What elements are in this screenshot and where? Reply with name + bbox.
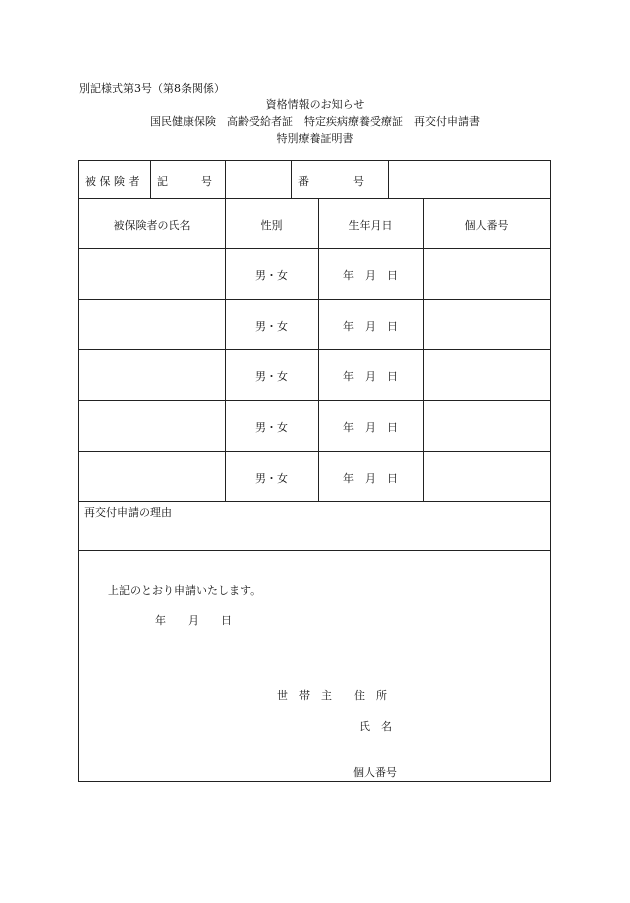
column-header-personal-number: 個人番号 (464, 219, 509, 232)
birthdate-cell[interactable]: 年 月 日 (343, 269, 398, 282)
gender-cell[interactable]: 男・女 (255, 472, 288, 485)
birthdate-cell[interactable]: 年 月 日 (343, 421, 398, 434)
column-header-gender: 性別 (260, 219, 283, 232)
household-head-name-label: 氏 名 (359, 720, 392, 733)
title-line-2: 国民健康保険 高齢受給者証 特定疾病療養受療証 再交付申請書 (150, 115, 480, 128)
row-divider (79, 400, 550, 401)
household-head-address-label: 世 帯 主 住 所 (277, 689, 387, 702)
gender-cell[interactable]: 男・女 (255, 269, 288, 282)
reissue-reason-label: 再交付申請の理由 (84, 506, 172, 519)
declaration-statement: 上記のとおり申請いたします。 (108, 584, 262, 597)
col-divider (388, 161, 389, 198)
column-header-name: 被保険者の氏名 (113, 219, 191, 232)
number-label: 番 号 (298, 175, 364, 188)
row-divider (79, 501, 550, 502)
birthdate-cell[interactable]: 年 月 日 (343, 472, 398, 485)
column-header-birthdate: 生年月日 (348, 219, 393, 232)
gender-cell[interactable]: 男・女 (255, 320, 288, 333)
title-line-3: 特別療養証明書 (276, 132, 354, 145)
insured-label: 被 保 険 者 (85, 175, 140, 188)
row-divider (79, 198, 550, 199)
col-divider (150, 161, 151, 198)
birthdate-cell[interactable]: 年 月 日 (343, 370, 398, 383)
col-divider (291, 161, 292, 198)
gender-cell[interactable]: 男・女 (255, 421, 288, 434)
row-divider (79, 299, 550, 300)
form-reference: 別記様式第3号（第8条関係） (79, 82, 225, 95)
row-divider (79, 349, 550, 350)
row-divider (79, 248, 550, 249)
household-head-personal-number-label: 個人番号 (353, 766, 397, 779)
gender-cell[interactable]: 男・女 (255, 370, 288, 383)
row-divider (79, 451, 550, 452)
symbol-label: 記 号 (157, 175, 212, 188)
row-divider (79, 550, 550, 551)
application-form-table (78, 160, 551, 782)
col-divider (318, 198, 319, 501)
col-divider (423, 198, 424, 501)
birthdate-cell[interactable]: 年 月 日 (343, 320, 398, 333)
title-line-1: 資格情報のお知らせ (265, 98, 365, 111)
application-date[interactable]: 年 月 日 (155, 614, 232, 627)
